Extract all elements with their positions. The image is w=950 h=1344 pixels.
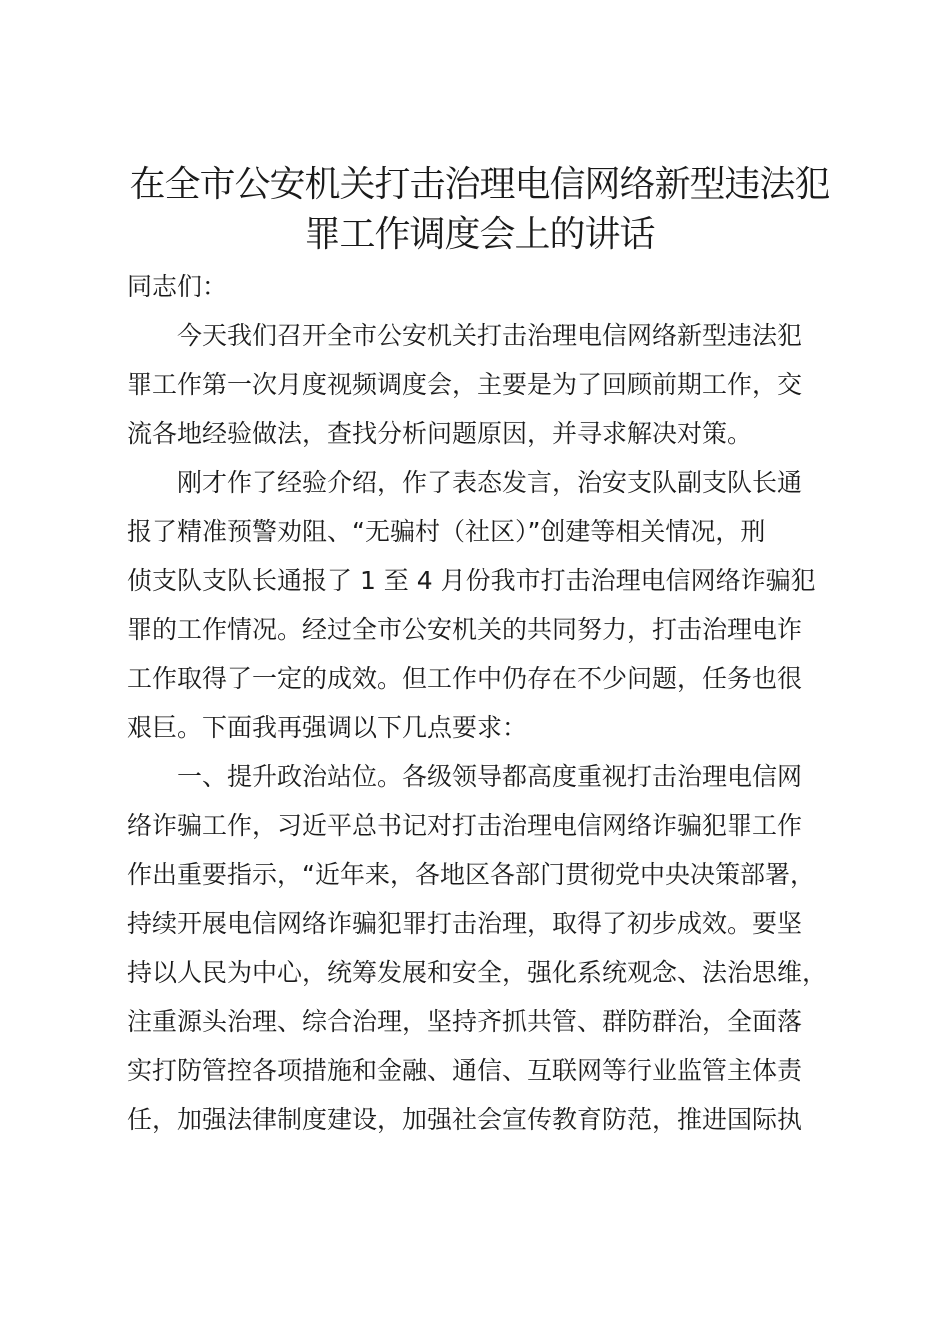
- salutation: 同志们：: [127, 272, 228, 301]
- paragraph-line: 作出重要指示，“近年来，各地区各部门贯彻党中央决策部署，: [127, 860, 815, 889]
- paragraph-review: [127, 458, 832, 752]
- paragraph-line: 刚才作了经验介绍，作了表态发言，治安支队副支队长通: [177, 468, 803, 497]
- title-line: 在全市公安机关打击治理电信网络新型违法犯: [129, 164, 830, 205]
- document-page: [127, 160, 832, 1144]
- paragraph-line: 持续开展电信网络诈骗犯罪打击治理，取得了初步成效。要坚: [127, 909, 803, 938]
- paragraph-line: 流各地经验做法，查找分析问题原因，并寻求解决对策。: [127, 419, 753, 448]
- paragraph-line: 络诈骗工作，习近平总书记对打击治理电信网络诈骗犯罪工作: [127, 811, 803, 840]
- paragraph-line: 工作取得了一定的成效。但工作中仍存在不少问题，任务也很: [127, 664, 803, 693]
- paragraph-line: 罪工作第一次月度视频调度会，主要是为了回顾前期工作，交: [127, 370, 803, 399]
- paragraph-opening: [127, 311, 832, 458]
- paragraph-line: 今天我们召开全市公安机关打击治理电信网络新型违法犯: [177, 321, 803, 350]
- paragraph-line: 持以人民为中心，统筹发展和安全，强化系统观念、法治思维，: [127, 958, 828, 987]
- document-title: [127, 160, 832, 260]
- paragraph-line: 罪的工作情况。经过全市公安机关的共同努力，打击治理电诈: [127, 615, 803, 644]
- paragraph-point-one: [127, 752, 832, 1144]
- paragraph-line: 任，加强法律制度建设，加强社会宣传教育防范，推进国际执: [127, 1105, 803, 1134]
- title-line: 罪工作调度会上的讲话: [304, 214, 655, 255]
- paragraph-line: 侦支队支队长通报了 1 至 4 月份我市打击治理电信网络诈骗犯: [127, 566, 816, 595]
- paragraph-line: 实打防管控各项措施和金融、通信、互联网等行业监管主体责: [127, 1056, 803, 1085]
- paragraph-line: 报了精准预警劝阻、“无骗村（社区）”创建等相关情况，刑: [127, 517, 766, 546]
- paragraph-line: 一、提升政治站位。各级领导都高度重视打击治理电信网: [177, 762, 803, 791]
- paragraph-line: 注重源头治理、综合治理，坚持齐抓共管、群防群治，全面落: [127, 1007, 803, 1036]
- paragraph-line: 艰巨。下面我再强调以下几点要求：: [127, 713, 528, 742]
